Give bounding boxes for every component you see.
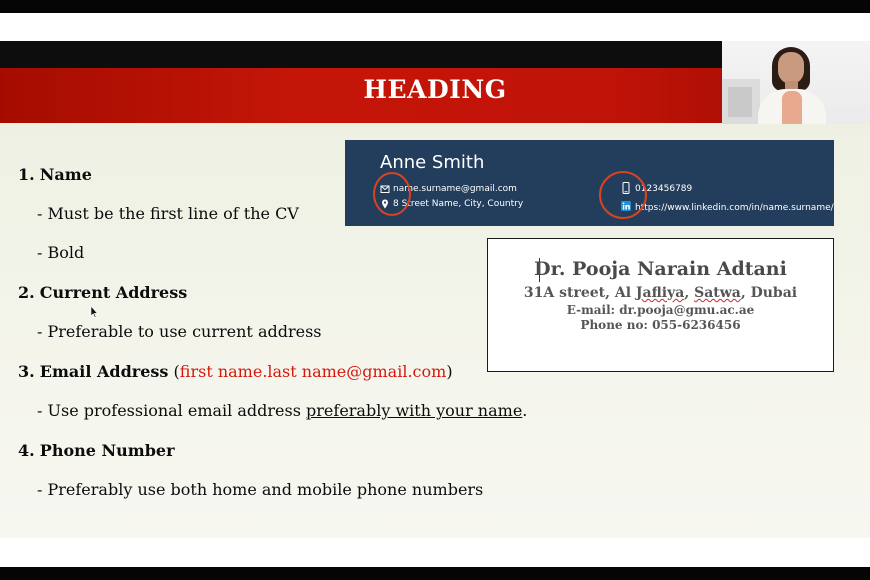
letterbox-top (0, 0, 870, 13)
mouse-cursor-icon (90, 306, 98, 318)
webcam-video (722, 41, 870, 124)
item-name-heading: 1. Name (18, 165, 92, 184)
presentation-slide (0, 41, 870, 538)
letterhead-example (487, 238, 834, 372)
letterbox-bottom (0, 567, 870, 580)
item-address-sub-1: - Preferable to use current address (37, 322, 322, 341)
item-phone-heading: 4. Phone Number (18, 441, 175, 460)
cv-linkedin: https://www.linkedin.com/in/name.surname/ (635, 203, 834, 213)
letterhead-address: 31A street, Al Jafliya, Satwa, Dubai (523, 285, 798, 301)
letterhead-phone: Phone no: 055-6236456 (580, 318, 741, 332)
email-example: first name.last name@gmail.com (179, 362, 447, 381)
cv-phone: 0123456789 (635, 184, 693, 194)
highlight-circle-left (373, 172, 411, 216)
highlight-circle-right (599, 171, 647, 219)
cv-name: Anne Smith (380, 152, 485, 173)
cv-banner-example (345, 140, 834, 226)
item-address-heading: 2. Current Address (18, 283, 188, 302)
item-name-sub-2: - Bold (37, 243, 85, 262)
letterhead-email: E-mail: dr.pooja@gmu.ac.ae (566, 303, 755, 317)
item-name-sub-1: - Must be the first line of the CV (37, 204, 299, 223)
cv-email: name.surname@gmail.com (393, 184, 517, 194)
item-email-sub-1: - Use professional email address preferably with your name. (37, 401, 528, 420)
slide-title: HEADING (363, 75, 507, 104)
letterhead-name: Dr. Pooja Narain Adtani (534, 258, 787, 280)
item-email-heading: 3. Email Address (first name.last name@gmail.com) (18, 362, 453, 381)
cv-address: 8 Street Name, City, Country (393, 199, 524, 209)
item-phone-sub-1: - Preferably use both home and mobile phone numbers (37, 480, 484, 499)
